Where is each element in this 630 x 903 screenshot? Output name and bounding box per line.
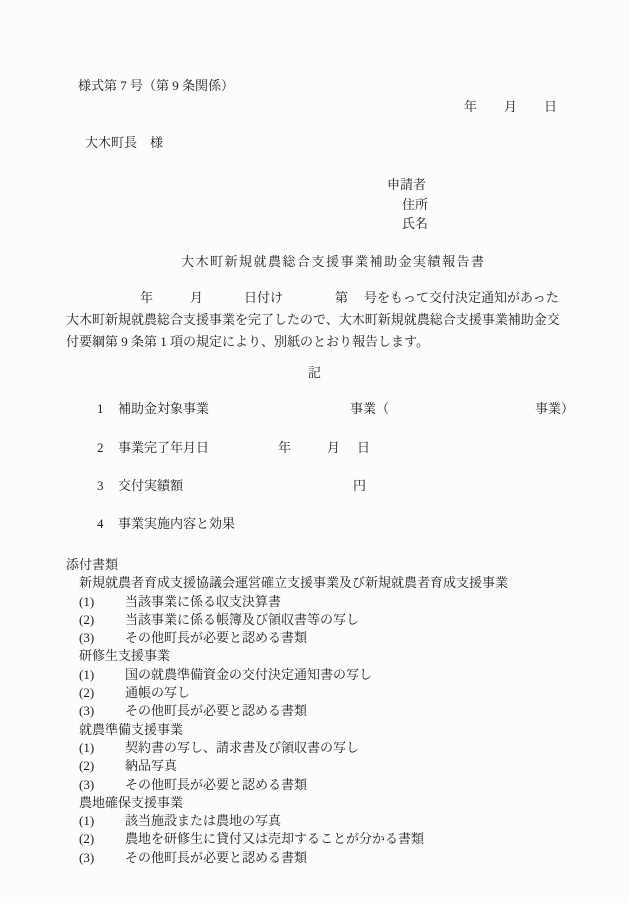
attachment-item-text: 該当施設または農地の写真 — [125, 813, 282, 829]
attachment-item — [0, 830, 630, 848]
item-1-number: 1 — [97, 401, 104, 416]
notice-number-prefix: 第 — [335, 290, 349, 305]
item-4 — [0, 515, 630, 534]
item-1 — [0, 400, 630, 419]
attachment-item-text: 国の就農準備資金の交付決定通知書の写し — [125, 666, 373, 682]
date-day-label: 日 — [544, 99, 558, 114]
attachment-item-number: (1) — [79, 739, 95, 755]
date-line — [0, 98, 630, 117]
document-title: 大木町新規就農総合支援事業補助金実績報告書 — [181, 254, 486, 269]
item-2-day-label: 日 — [357, 440, 371, 455]
applicant-address-label: 住所 — [402, 197, 429, 212]
attachment-item-number: (3) — [79, 776, 95, 792]
attachment-item-text: 農地を研修生に貸付又は売却することが分かる書類 — [125, 831, 425, 847]
notice-day-label: 日付け — [244, 290, 284, 305]
item-4-label: 事業実施内容と効果 — [118, 516, 236, 531]
attachment-item-text: その他町長が必要と認める書類 — [125, 776, 308, 792]
notice-year-label: 年 — [140, 290, 154, 305]
item-2-label: 事業完了年月日 — [118, 440, 210, 455]
attachment-item-number: (2) — [79, 758, 95, 774]
item-4-number: 4 — [97, 516, 104, 531]
paragraph-line-3: 付要綱第 9 条第 1 項の規定により、別紙のとおり報告します。 — [66, 334, 429, 349]
attachment-item — [0, 849, 630, 867]
paragraph-line-2: 大木町新規就農総合支援事業を完了したので、大木町新規就農総合支援事業補助金交 — [66, 312, 560, 327]
attachment-item-text: 契約書の写し、請求書及び領収書の写し — [125, 739, 360, 755]
attachment-item-number: (2) — [79, 831, 95, 847]
attachment-group-4-title: 農地確保支援事業 — [79, 794, 184, 810]
attachment-group-2-title: 研修生支援事業 — [79, 648, 171, 664]
item-1-blank-open: 事業（ — [350, 401, 390, 416]
attachment-item-text: その他町長が必要と認める書類 — [125, 630, 308, 646]
paragraph-line-1-rest: 号をもって交付決定通知があった — [364, 290, 559, 305]
applicant-label: 申請者 — [387, 177, 427, 192]
item-2-month-label: 月 — [327, 440, 341, 455]
record-marker: 記 — [308, 365, 322, 380]
paragraph-line-1 — [0, 289, 630, 308]
attachment-item — [0, 593, 630, 611]
attachment-item — [0, 739, 630, 757]
item-3-number: 3 — [97, 478, 104, 493]
attachment-item — [0, 684, 630, 702]
attachment-item-number: (1) — [79, 666, 95, 682]
date-year-label: 年 — [464, 99, 478, 114]
addressee: 大木町長 様 — [85, 135, 164, 150]
form-number: 様式第 7 号（第 9 条関係） — [78, 78, 235, 93]
attachment-item-number: (3) — [79, 849, 95, 865]
attachment-group-3-title: 就農準備支援事業 — [79, 721, 184, 737]
attachment-item — [0, 776, 630, 794]
attachment-item-number: (1) — [79, 813, 95, 829]
attachments-header: 添付書類 — [66, 557, 119, 572]
attachment-item-number: (3) — [79, 703, 95, 719]
attachment-item-text: その他町長が必要と認める書類 — [125, 849, 308, 865]
attachment-item-text: 当該事業に係る収支決算書 — [125, 593, 282, 609]
attachment-item — [0, 812, 630, 830]
item-3-unit-label: 円 — [353, 478, 367, 493]
attachment-item — [0, 757, 630, 775]
attachment-item-text: 納品写真 — [125, 758, 178, 774]
attachment-item-text: 通帳の写し — [125, 685, 191, 701]
attachment-item-number: (3) — [79, 630, 95, 646]
item-1-blank-close: 事業） — [535, 401, 575, 416]
attachment-item — [0, 666, 630, 684]
attachment-group-1-title: 新規就農者育成支援協議会運営確立支援事業及び新規就農者育成支援事業 — [79, 575, 509, 591]
notice-month-label: 月 — [190, 290, 204, 305]
attachment-item-text: 当該事業に係る帳簿及び領収書等の写し — [125, 611, 360, 627]
item-3-label: 交付実績額 — [118, 478, 184, 493]
item-3 — [0, 477, 630, 496]
item-2-number: 2 — [97, 440, 104, 455]
item-1-label: 補助金対象事業 — [118, 401, 210, 416]
attachment-item — [0, 629, 630, 647]
attachment-item-text: その他町長が必要と認める書類 — [125, 703, 308, 719]
applicant-name-label: 氏名 — [402, 216, 429, 231]
attachment-item-number: (2) — [79, 611, 95, 627]
date-month-label: 月 — [504, 99, 518, 114]
attachments-section — [0, 556, 630, 867]
attachment-item-number: (1) — [79, 593, 95, 609]
item-2 — [0, 439, 630, 458]
attachment-item — [0, 702, 630, 720]
attachment-item-number: (2) — [79, 685, 95, 701]
item-2-year-label: 年 — [278, 440, 292, 455]
attachment-item — [0, 611, 630, 629]
